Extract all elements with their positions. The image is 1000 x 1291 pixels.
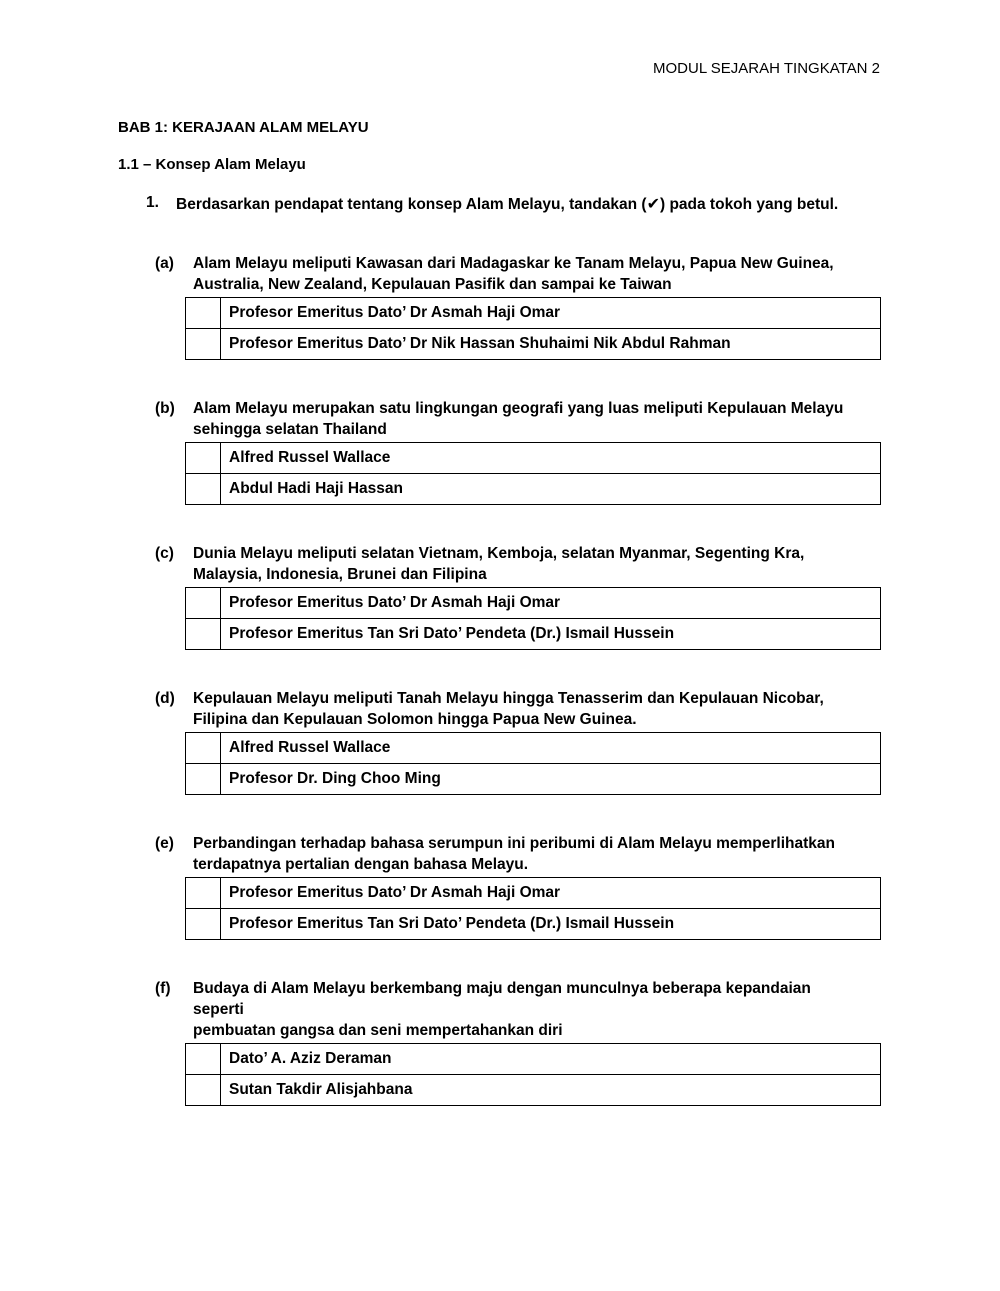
option-row (186, 443, 881, 474)
tick-box[interactable] (186, 878, 221, 909)
option-label: Profesor Emeritus Dato’ Dr Nik Hassan Shuhaimi Nik Abdul Rahman (221, 329, 881, 360)
option-row (186, 733, 881, 764)
option-label: Profesor Emeritus Dato’ Dr Asmah Haji Omar (221, 588, 881, 619)
tick-box[interactable] (186, 443, 221, 474)
question-label: (a) (155, 255, 174, 272)
option-row (186, 619, 881, 650)
option-row (186, 878, 881, 909)
options-table (185, 297, 881, 360)
tick-box[interactable] (186, 1075, 221, 1106)
question-text: Dunia Melayu meliputi selatan Vietnam, Kemboja, selatan Myanmar, Segenting Kra, Malaysia, Indonesia, Brunei dan Filipina (193, 545, 805, 583)
option-row (186, 909, 881, 940)
question-text: Alam Melayu merupakan satu lingkungan geografi yang luas meliputi Kepulauan Melayu sehingga selatan Thailand (193, 400, 844, 438)
subsection-title: 1.1 – Konsep Alam Melayu (118, 156, 306, 173)
instruction-text (176, 194, 838, 214)
question-d (155, 688, 885, 795)
instruction (146, 194, 838, 214)
question-label: (f) (155, 980, 171, 997)
options-table (185, 442, 881, 505)
option-row (186, 1044, 881, 1075)
question-label: (e) (155, 835, 174, 852)
option-label: Profesor Dr. Ding Choo Ming (221, 764, 881, 795)
tick-box[interactable] (186, 764, 221, 795)
question-label: (b) (155, 400, 175, 417)
instruction-number: 1. (146, 194, 159, 211)
options-table (185, 732, 881, 795)
option-label: Profesor Emeritus Dato’ Dr Asmah Haji Omar (221, 878, 881, 909)
question-label: (c) (155, 545, 174, 562)
question-text: Alam Melayu meliputi Kawasan dari Madagaskar ke Tanam Melayu, Papua New Guinea, Australia, New Zealand, Kepulauan Pasifik dan sampai ke Taiwan (193, 255, 834, 293)
instruction-text-before: Berdasarkan pendapat tentang konsep Alam Melayu, tandakan ( (176, 196, 647, 213)
question-f (155, 978, 885, 1106)
option-label: Profesor Emeritus Tan Sri Dato’ Pendeta (Dr.) Ismail Hussein (221, 909, 881, 940)
tick-box[interactable] (186, 588, 221, 619)
question-a (155, 253, 885, 360)
option-row (186, 588, 881, 619)
option-row (186, 764, 881, 795)
option-label: Alfred Russel Wallace (221, 443, 881, 474)
question-c (155, 543, 885, 650)
option-row (186, 474, 881, 505)
options-table (185, 1043, 881, 1106)
question-label: (d) (155, 690, 175, 707)
option-label: Sutan Takdir Alisjahbana (221, 1075, 881, 1106)
tick-box[interactable] (186, 1044, 221, 1075)
options-table (185, 587, 881, 650)
option-label: Profesor Emeritus Dato’ Dr Asmah Haji Omar (221, 298, 881, 329)
tick-box[interactable] (186, 298, 221, 329)
option-label: Abdul Hadi Haji Hassan (221, 474, 881, 505)
tick-box[interactable] (186, 909, 221, 940)
tick-box[interactable] (186, 733, 221, 764)
checkmark-icon: ✔ (646, 196, 660, 213)
tick-box[interactable] (186, 619, 221, 650)
question-text: Budaya di Alam Melayu berkembang maju dengan munculnya beberapa kepandaian seperti pembuatan gangsa dan seni mempertahankan diri (193, 980, 811, 1039)
option-row (186, 298, 881, 329)
option-label: Alfred Russel Wallace (221, 733, 881, 764)
option-row (186, 1075, 881, 1106)
question-b (155, 398, 885, 505)
question-text: Perbandingan terhadap bahasa serumpun ini peribumi di Alam Melayu memperlihatkan terdapatnya pertalian dengan bahasa Melayu. (193, 835, 835, 873)
tick-box[interactable] (186, 329, 221, 360)
option-label: Profesor Emeritus Tan Sri Dato’ Pendeta (Dr.) Ismail Hussein (221, 619, 881, 650)
option-row (186, 329, 881, 360)
chapter-title: BAB 1: KERAJAAN ALAM MELAYU (118, 119, 369, 136)
page-header: MODUL SEJARAH TINGKATAN 2 (653, 60, 880, 77)
instruction-text-after: ) pada tokoh yang betul. (659, 196, 839, 213)
question-text: Kepulauan Melayu meliputi Tanah Melayu hingga Tenasserim dan Kepulauan Nicobar, Filipina dan Kepulauan Solomon hingga Papua New Guinea. (193, 690, 824, 728)
option-label: Dato’ A. Aziz Deraman (221, 1044, 881, 1075)
tick-box[interactable] (186, 474, 221, 505)
options-table (185, 877, 881, 940)
question-e (155, 833, 885, 940)
